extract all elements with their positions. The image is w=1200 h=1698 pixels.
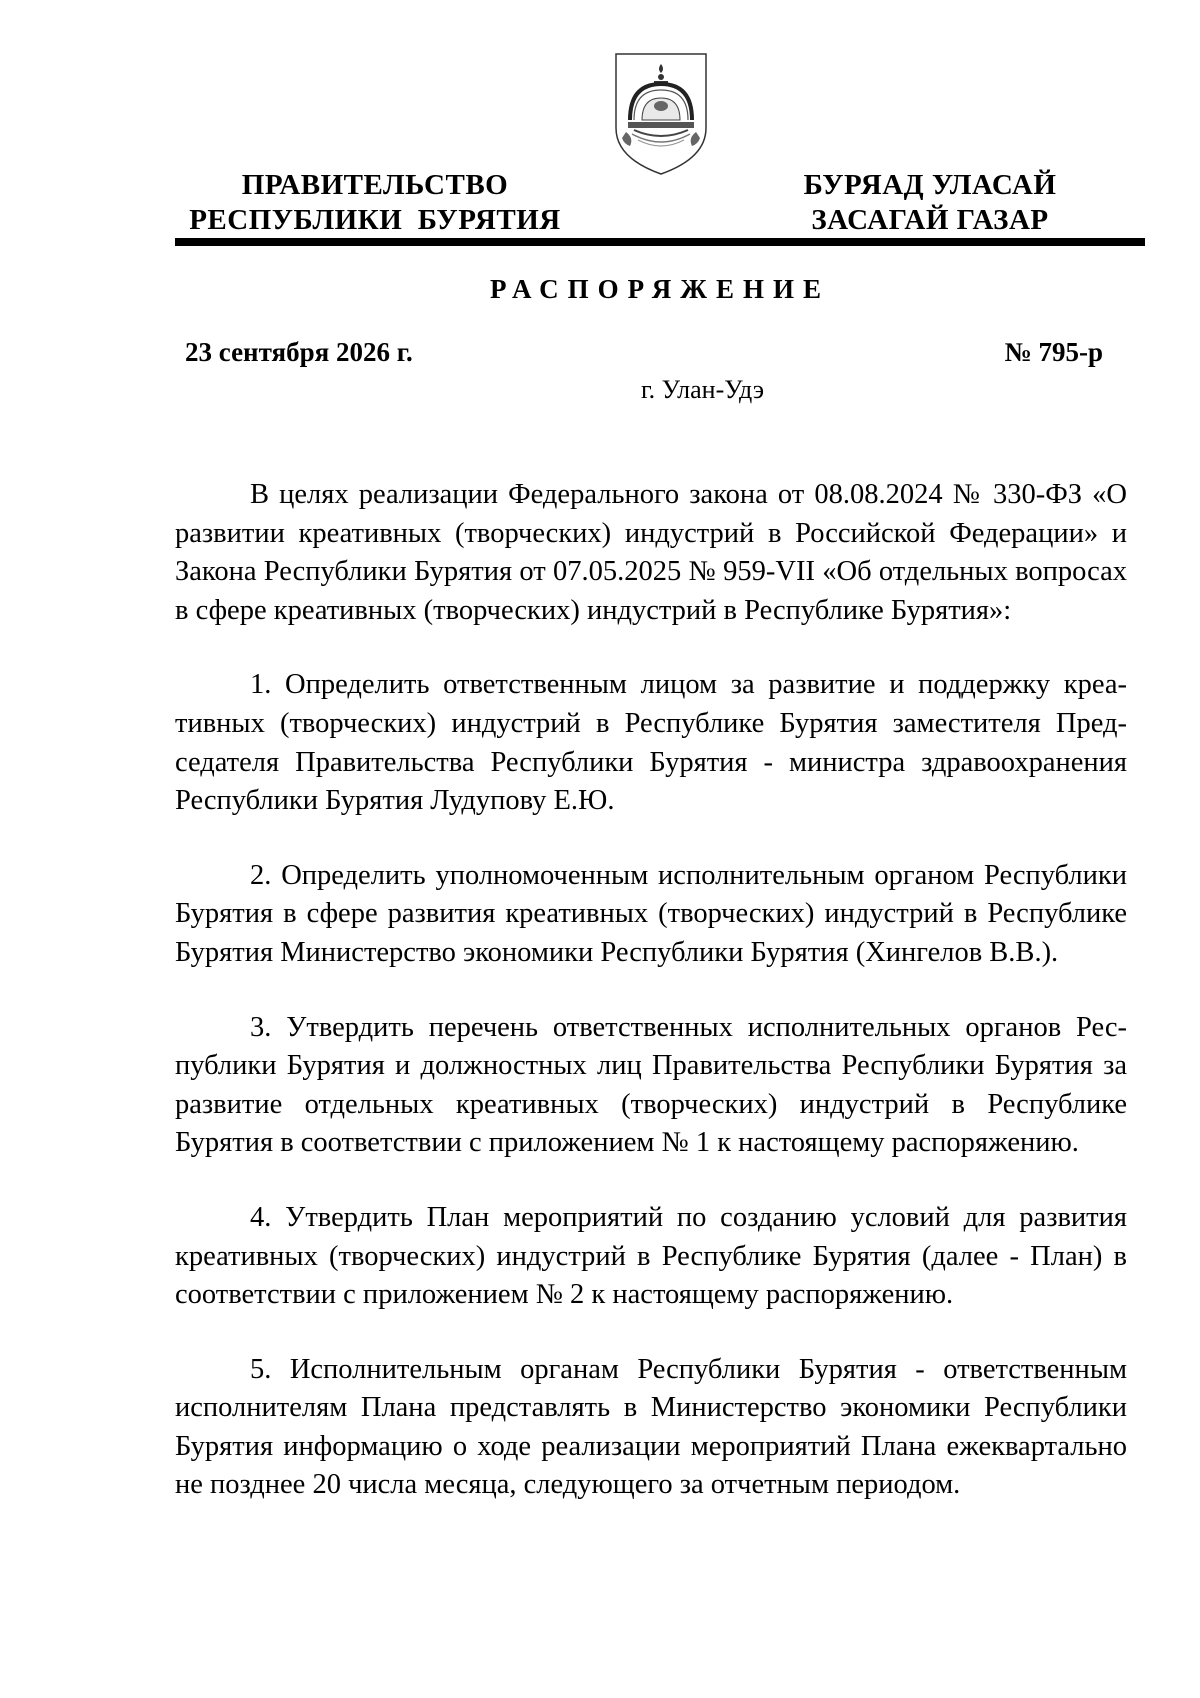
clause-4-paragraph: 4. Утвердить План мероприятий по созданию условий для развития креативных (творческих) индустрий в Республике Бурятия (далее - План) в соответствии с приложением № 2 к настоящему распоряжению. [175, 1201, 1127, 1311]
org-name-buryat [780, 168, 1080, 238]
org-name-buryat-line2: ЗАСАГАЙ ГАЗАР [811, 204, 1049, 236]
org-name-buryat-line1: БУРЯАД УЛАСАЙ [803, 169, 1057, 201]
document-date: 23 сентября 2026 г. [185, 337, 413, 367]
preamble-paragraph: В целях реализации Федерального закона от 08.08.2024 № 330-ФЗ «О развитии креативных (творческих) индустрий в Российской Федерации» и Закона Республики Бурятия от 07.05.2025 № 959-VII «Об отдельных вопросах в сфере креативных (творческих) индустрий в Республике Бурятия»: [175, 479, 1127, 626]
header-divider [175, 238, 1145, 246]
document-type-title: РАСПОРЯЖЕНИЕ [489, 274, 831, 304]
document-city: г. Улан-Удэ [640, 375, 765, 404]
clause-2-paragraph: 2. Определить уполномоченным исполнительным органом Республики Бурятия в сфере развития креативных (творческих) индустрий в Республике Бурятия Министерство экономики Республики Бурятия (Хингелов В.В.). [175, 859, 1127, 968]
clause-5-paragraph: 5. Исполнительным органам Республики Бурятия - ответственным исполнителям Плана представлять в Министерство экономики Республики Бурятия информацию о ходе реализации мероприятий Плана ежеквартально не позднее 20 числа месяца, следующего за отчетным периодом. [175, 1353, 1127, 1501]
org-name-russian-line1: ПРАВИТЕЛЬСТВО [241, 169, 509, 201]
org-name-russian [175, 168, 575, 238]
clause-3-paragraph: 3. Утвердить перечень ответственных исполнительных органов Республики Бурятия и должностных лиц Правительства Республики Бурятия за развитие отдельных креативных (творческих) индустрий в Республике Бурятия в соответствии с приложением № 1 к настоящему распоряжению. [175, 1011, 1127, 1159]
clause-1-paragraph: 1. Определить ответственным лицом за развитие и поддержку креативных (творческих) индустрий в Республике Бурятия заместителя Председателя Правительства Республики Бурятия - министра здравоохранения Республики Бурятия Лудупову Е.Ю. [175, 669, 1127, 817]
document-number: № 795-р [1004, 337, 1103, 367]
document-body [175, 476, 1127, 1541]
org-name-russian-line2: РЕСПУБЛИКИ БУРЯТИЯ [189, 204, 561, 236]
coat-of-arms-icon [612, 50, 710, 178]
